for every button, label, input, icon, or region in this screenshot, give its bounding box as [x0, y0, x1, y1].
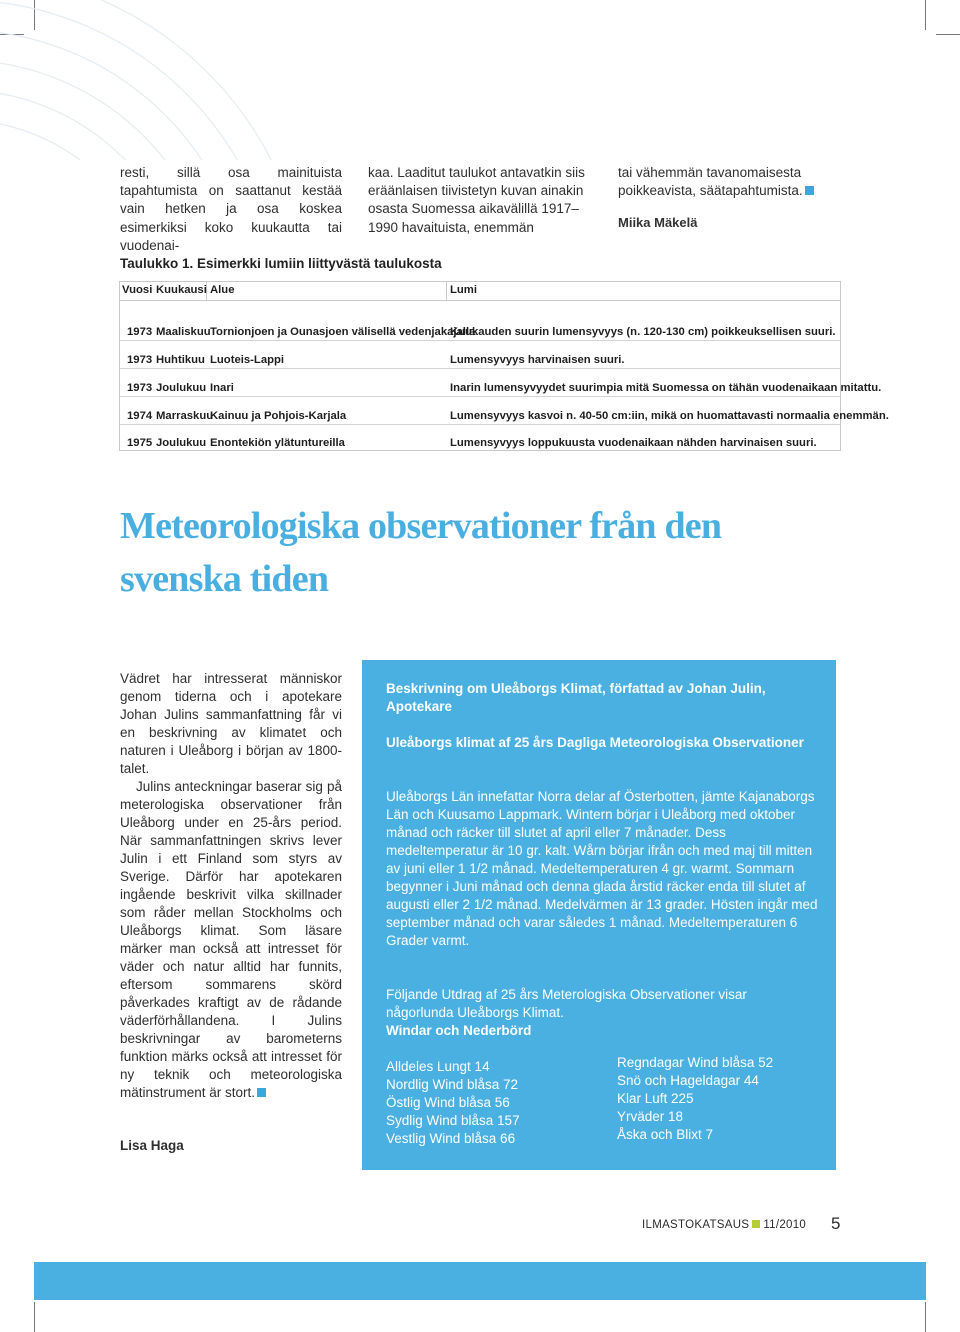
bottom-color-bar — [34, 1262, 926, 1300]
article-headline: Meteorologiska observationer från den svenska tiden — [120, 505, 722, 600]
crop-mark — [925, 1302, 926, 1332]
row-divider — [120, 396, 840, 397]
list-item: Åska och Blixt 7 — [617, 1127, 714, 1142]
cell-area: Luoteis-Lappi — [210, 354, 285, 366]
article-body — [120, 670, 342, 1102]
snow-table — [119, 281, 889, 451]
box-title: Beskrivning om Uleåborgs Klimat, författad av Johan Julin, Apotekare — [386, 681, 766, 714]
cell-area: Enontekiön ylätuntureilla — [210, 437, 345, 449]
header-area: Alue — [210, 284, 235, 296]
cell-month: Huhtikuu — [156, 354, 205, 366]
header-month: Kuukausi — [156, 284, 207, 296]
top-column-1 — [120, 164, 342, 255]
sidebar-box — [362, 660, 836, 1170]
cell-snow: Inarin lumensyvyydet suurimpia mitä Suomessa on tähän vuodenaikaan mitattu. — [450, 382, 882, 394]
header-snow: Lumi — [450, 284, 477, 296]
weather-list — [617, 1054, 773, 1144]
article-author: Lisa Haga — [120, 1138, 184, 1153]
cell-year: 1974 — [127, 410, 153, 422]
table-column-divider — [446, 282, 447, 300]
cell-snow: Lumensyvyys loppukuusta vuodenaikaan nähden harvinaisen suuri. — [450, 437, 817, 449]
cell-area: Tornionjoen ja Ounasjoen välisellä vedenjakajalla — [210, 326, 476, 338]
top-column-2 — [368, 164, 592, 237]
box-body: Uleåborgs Län innefattar Norra delar af Österbotten, jämte Kajanaborgs Län och Kuusamo Lappmark. Wintern börjar i Uleåborg med oktober månad och räcker till slutet af april eller 7 månader. Dess medeltemperatur är 10 gr. kalt. Wårn börjar ifrån och med maj till mitten av juni eller 1 1/2 månad. Medeltemperaturen 4 gr. warmt. Sommarn begynner i Juni månad och denna glada årstid räcker enda till slutet af augusti eller 2 1/2 månad. Medelvärmen är 13 grader. Hösten ingår med september månad och varar således 1 månad. Medeltemperaturen 6 Grader varmt. — [386, 789, 818, 948]
article-paragraph: Vädret har intresserat människor genom tiderna och i apotekare Johan Julins sammanfattning får vi en beskrivning av klimatet och naturen i Uleåborg i början av 1800-talet. — [120, 671, 342, 776]
top-column-3-text: tai vähemmän tavanomaisesta poikkeavista, säätapahtumista. — [618, 164, 848, 200]
top-column-1-text: resti, sillä osa mainituista tapahtumista on saattanut kestää vain hetken ja osa koskea esimerkiksi koko kuukautta tai vuodenai- — [120, 165, 342, 253]
end-mark-icon — [257, 1088, 266, 1097]
page-number: 5 — [831, 1214, 841, 1233]
row-divider — [120, 424, 840, 425]
list-item: Sydlig Wind blåsa 157 — [386, 1113, 520, 1128]
footer-square-icon — [752, 1220, 760, 1228]
list-item: Snö och Hageldagar 44 — [617, 1073, 759, 1088]
magazine-name: ILMASTOKATSAUS — [642, 1219, 750, 1231]
cell-year: 1975 — [127, 437, 153, 449]
top-column-3 — [618, 164, 848, 233]
list-item: Nordlig Wind blåsa 72 — [386, 1077, 519, 1092]
list-item: Vestlig Wind blåsa 66 — [386, 1131, 516, 1146]
list-item: Klar Luft 225 — [617, 1091, 694, 1106]
top-column-2-text: kaa. Laaditut taulukot antavatkin siis eräänlaisen tiivistetyn kuvan ainakin osasta Suomessa aikavälillä 1917–1990 havaituista, enemmän — [368, 165, 585, 235]
cell-snow: Lumensyvyys harvinaisen suuri. — [450, 354, 625, 366]
cell-snow: Kuukauden suurin lumensyvyys (n. 120-130 cm) poikkeuksellisen suuri. — [450, 326, 836, 338]
row-divider — [120, 368, 840, 369]
list-item: Regndagar Wind blåsa 52 — [617, 1055, 774, 1070]
crop-mark — [34, 1302, 35, 1332]
cell-area: Inari — [210, 382, 234, 394]
article-paragraph: Julins anteckningar baserar sig på meterologiska observationer från Uleåborg under en 25-års period. När sammanfattningen skrivs lever Julin i ett Finland som styrs av Sverige. Därför har apotekaren ingående beskrivit vilka skillnader som råder mellan Stockholms och Uleåborgs klimat. Som läsare märker man också att intresset för väder och natur alltid har funnits, eftersom sommarens skörd påverkades kraftigt av de rådande väderförhållandena. I Julins beskrivningar av barometerns funktion märks också att intresset för ny teknik och meteorologiska mätinstrument är stort. — [120, 779, 342, 1100]
list-item: Yrväder 18 — [617, 1109, 684, 1124]
wind-list — [386, 1058, 520, 1148]
list-item: Östlig Wind blåsa 56 — [386, 1095, 510, 1110]
cell-month: Joulukuu — [156, 382, 207, 394]
cell-month: Maaliskuu — [156, 326, 211, 338]
cell-year: 1973 — [127, 354, 153, 366]
box-extract-title: Windar och Nederbörd — [386, 1023, 532, 1038]
decorative-arcs-graphic — [0, 0, 960, 160]
cell-area: Kainuu ja Pohjois-Karjala — [210, 410, 347, 422]
cell-month: Joulukuu — [156, 437, 207, 449]
cell-snow: Lumensyvyys kasvoi n. 40-50 cm:iin, mikä on huomattavasti normaalia enemmän. — [450, 410, 889, 422]
table-caption: Taulukko 1. Esimerkki lumiin liittyvästä taulukosta — [120, 256, 442, 271]
cell-year: 1973 — [127, 326, 153, 338]
box-subtitle: Uleåborgs klimat af 25 års Dagliga Meteorologiska Observationer — [386, 735, 804, 750]
box-extract: Följande Utdrag af 25 års Meterologiska Observationer visar någorlunda Uleåborgs Klimat. — [386, 987, 747, 1020]
header-year: Vuosi — [122, 284, 153, 296]
end-mark-icon — [805, 186, 814, 195]
list-item: Alldeles Lungt 14 — [386, 1059, 490, 1074]
issue-number: 11/2010 — [763, 1219, 807, 1231]
cell-year: 1973 — [127, 382, 153, 394]
top-author: Miika Mäkelä — [618, 215, 698, 231]
footer-magazine — [642, 1219, 806, 1231]
row-divider — [120, 340, 840, 341]
cell-month: Marraskuu — [156, 410, 214, 422]
